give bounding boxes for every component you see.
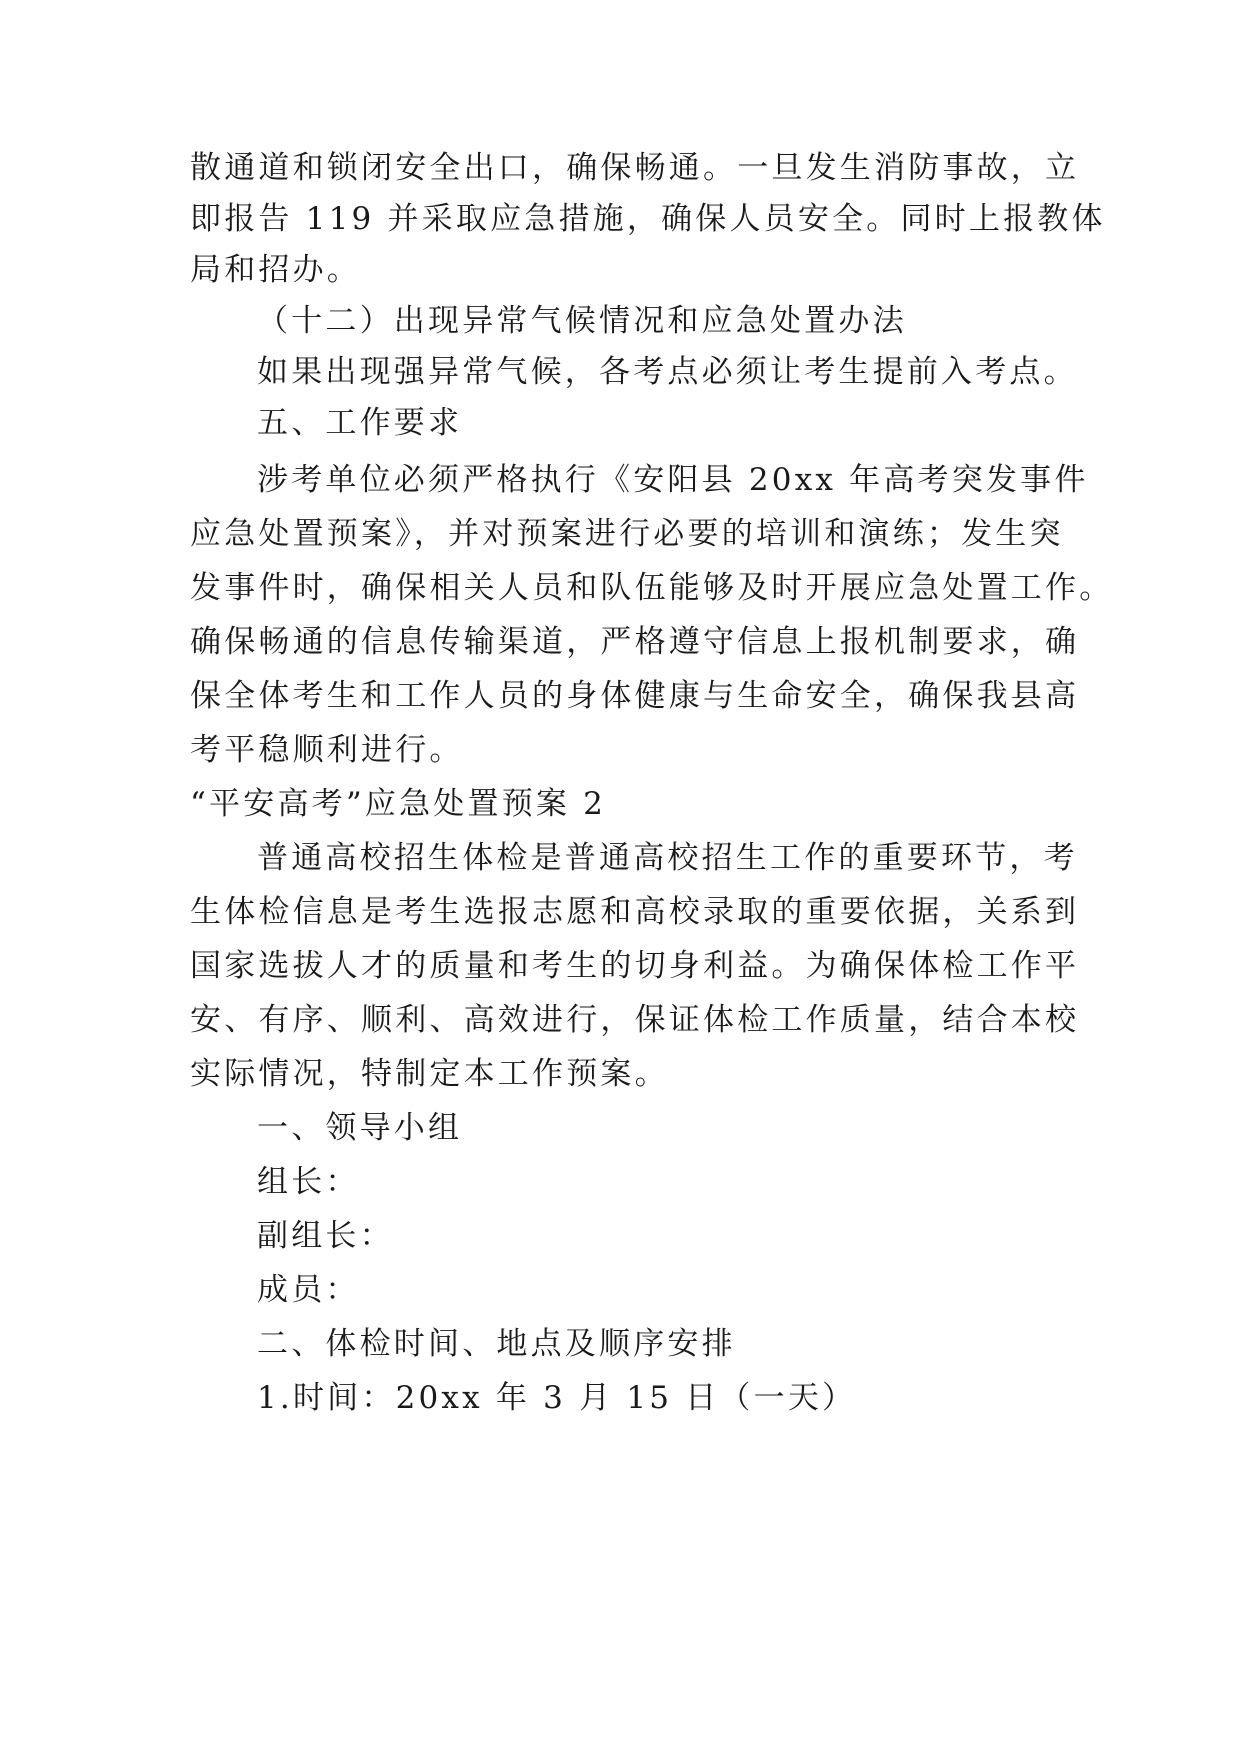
- text-line: 确保畅通的信息传输渠道，严格遵守信息上报机制要求，确: [190, 624, 1080, 660]
- section-heading: 五、工作要求: [257, 405, 463, 441]
- text-line: 国家选拔人才的质量和考生的切身利益。为确保体检工作平: [190, 948, 1080, 984]
- text-line: 实际情况，特制定本工作预案。: [190, 1056, 669, 1092]
- field-label: 副组长：: [257, 1218, 394, 1254]
- text-line: 生体检信息是考生选报志愿和高校录取的重要依据，关系到: [190, 894, 1080, 930]
- section-heading: 二、体检时间、地点及顺序安排: [257, 1326, 736, 1362]
- text-line: 散通道和锁闭安全出口，确保畅通。一旦发生消防事故，立: [190, 150, 1080, 186]
- section-heading: （十二）出现异常气候情况和应急处置办法: [257, 303, 907, 339]
- text-line: 保全体考生和工作人员的身体健康与生命安全，确保我县高: [190, 678, 1080, 714]
- text-line: 安、有序、顺利、高效进行，保证体检工作质量，结合本校: [190, 1002, 1080, 1038]
- text-line: 应急处置预案》，并对预案进行必要的培训和演练；发生突: [190, 516, 1064, 552]
- text-line: 如果出现强异常气候，各考点必须让考生提前入考点。: [257, 354, 1078, 390]
- section-heading: 一、领导小组: [257, 1110, 463, 1146]
- text-line: 普通高校招生体检是普通高校招生工作的重要环节，考: [257, 840, 1078, 876]
- text-line: 涉考单位必须严格执行《安阳县 20xx 年高考突发事件: [257, 462, 1089, 498]
- field-label: 成员：: [257, 1272, 360, 1308]
- text-line: 1.时间：20xx 年 3 月 15 日（一天）: [257, 1380, 857, 1416]
- text-line: 局和招办。: [190, 252, 361, 288]
- document-title: “平安高考”应急处置预案 2: [190, 786, 607, 822]
- text-line: 即报告 119 并采取应急措施，确保人员安全。同时上报教体: [190, 201, 1106, 237]
- field-label: 组长：: [257, 1164, 360, 1200]
- text-line: 考平稳顺利进行。: [190, 732, 464, 768]
- text-line: 发事件时，确保相关人员和队伍能够及时开展应急处置工作。: [190, 570, 1114, 606]
